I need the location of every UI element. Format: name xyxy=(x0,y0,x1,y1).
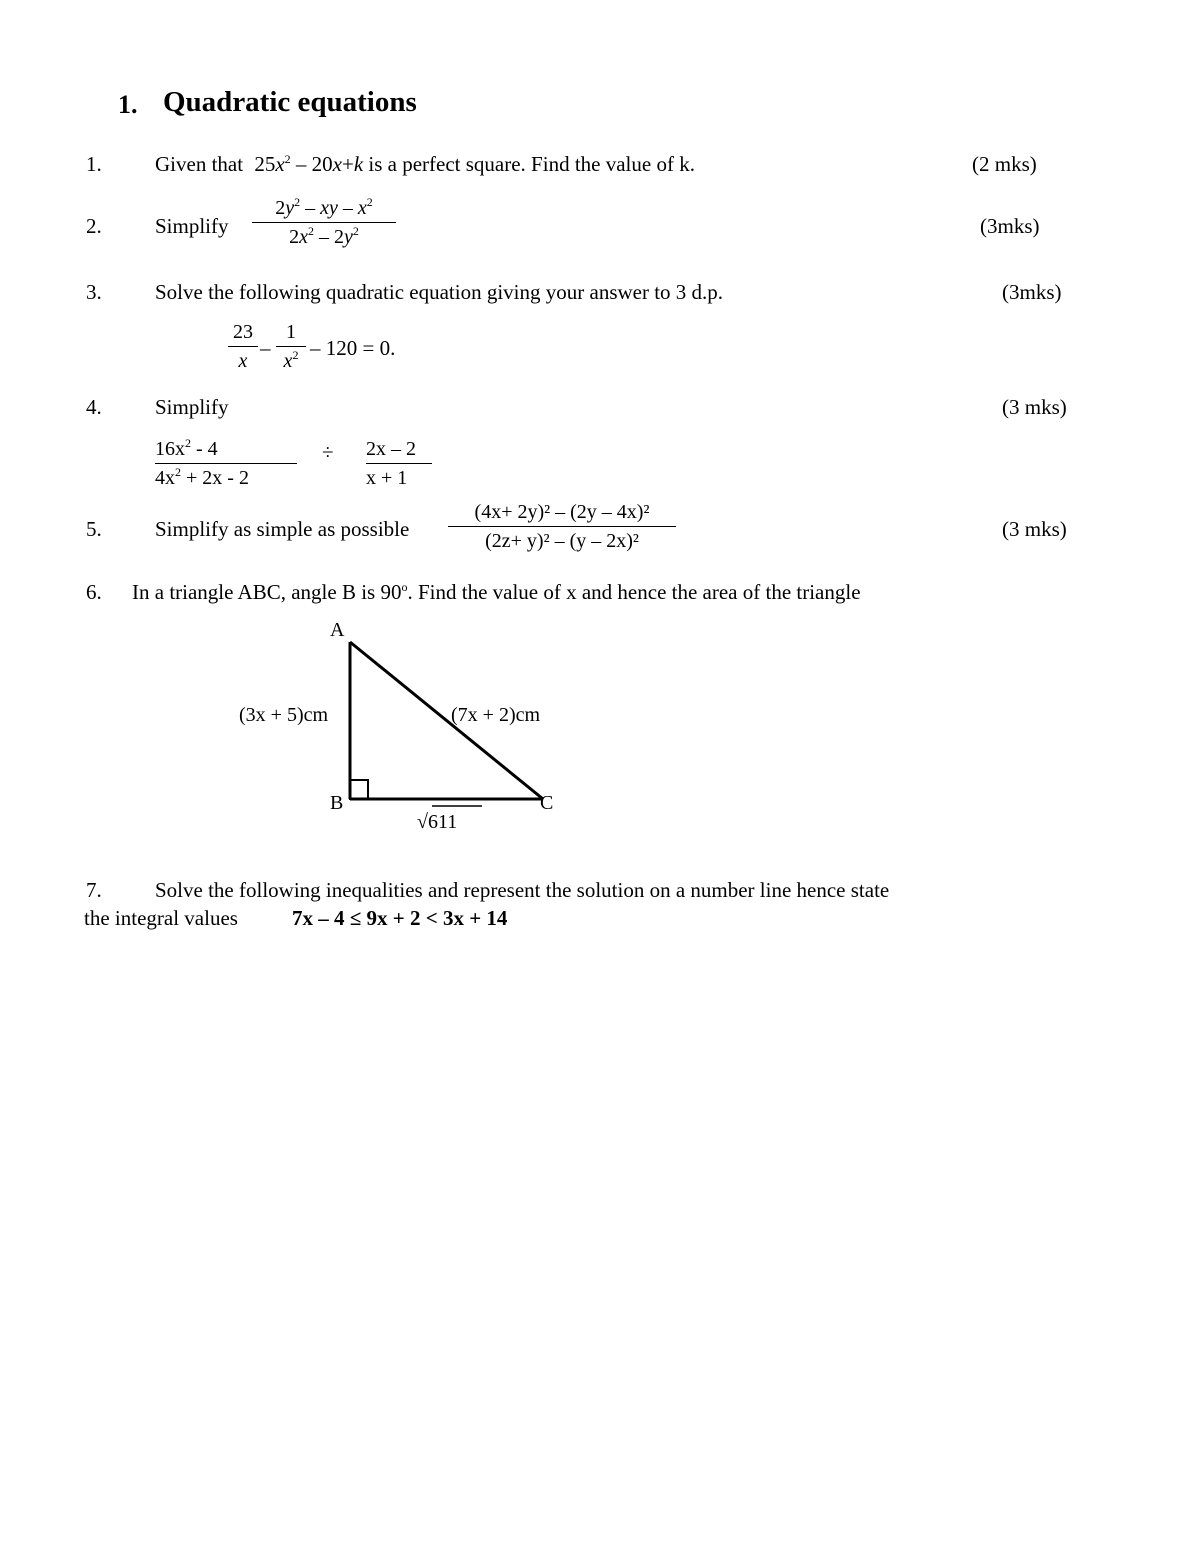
question-2-marks: (3mks) xyxy=(980,214,1040,238)
question-2-denominator: $2x^2 - 2y^2$ xyxy=(289,224,359,248)
question-4-marks: (3 mks) xyxy=(1002,395,1067,419)
question-1-marks: (2 mks) xyxy=(972,152,1037,176)
triangle-diagram xyxy=(220,610,580,840)
question-1-statement: is a perfect square. Find the value of k. xyxy=(363,152,695,176)
question-4-fraction-2: 2x – 2 x + 1 xyxy=(366,437,432,490)
question-2-lead: Simplify xyxy=(155,214,229,238)
question-7-inequality: 7x – 4 ≤ 9x + 2 < 3x + 14 xyxy=(292,906,508,930)
section-number: 1. xyxy=(118,90,138,119)
fraction-bar xyxy=(252,222,396,223)
question-3-minus: – xyxy=(260,336,271,360)
question-3-equation-tail: – 120 = 0. xyxy=(310,336,396,360)
side-ac-label: (7x + 2)cm xyxy=(451,704,541,726)
vertex-b-label: B xyxy=(330,792,344,814)
section-title: Quadratic equations xyxy=(163,86,417,118)
fraction-bar xyxy=(366,463,432,464)
question-5-text: Simplify as simple as possible xyxy=(155,517,410,541)
question-7-text-line1: Solve the following inequalities and represent the solution on a number line hence state xyxy=(155,878,890,902)
question-3-text: Solve the following quadratic equation giving your answer to 3 d.p. xyxy=(155,280,724,304)
question-6-text: In a triangle ABC, angle B is 90$^o$. Find the value of x and hence the area of the triangle xyxy=(132,580,861,604)
question-6-number: 6. xyxy=(86,580,102,604)
question-5-marks: (3 mks) xyxy=(1002,517,1067,541)
question-3-number: 3. xyxy=(86,280,102,304)
question-3-fraction-2: 1 $x^2$ xyxy=(276,320,306,373)
question-7-text-line2: the integral values xyxy=(84,906,238,930)
question-7-number: 7. xyxy=(86,878,102,902)
question-3-fraction-1: 23 x xyxy=(228,320,258,373)
question-5-fraction: (4x+ 2y)² – (2y – 4x)² (2z+ y)² – (y – 2x)² xyxy=(448,500,676,553)
question-1-expression: $25x^2 - 20x+k$ xyxy=(254,152,364,176)
question-2-numerator: $2y^2$ – xy – $x^2$ xyxy=(275,195,373,219)
question-4-fraction-1: $16x^2 - 4$ $4x^2 + 2x - 2$ xyxy=(155,437,297,490)
vertex-a-label: A xyxy=(330,619,345,641)
question-4-divide-sign: ÷ xyxy=(322,440,334,464)
question-4-text: Simplify xyxy=(155,395,229,419)
question-1-number: 1. xyxy=(86,152,102,176)
side-ab-label: (3x + 5)cm xyxy=(239,704,329,726)
question-3-marks: (3mks) xyxy=(1002,280,1062,304)
question-4-number: 4. xyxy=(86,395,102,419)
vertex-c-label: C xyxy=(540,792,554,814)
fraction-bar xyxy=(155,463,297,464)
question-1-lead: Given that xyxy=(155,152,244,176)
fraction-bar xyxy=(448,526,676,527)
question-1-text xyxy=(155,152,695,177)
question-2-fraction xyxy=(252,196,396,249)
question-5-number: 5. xyxy=(86,517,102,541)
side-bc-label: √611 xyxy=(417,811,458,833)
fraction-bar xyxy=(276,346,306,347)
question-2-number: 2. xyxy=(86,214,102,238)
right-angle-marker xyxy=(350,780,368,799)
fraction-bar xyxy=(228,346,258,347)
